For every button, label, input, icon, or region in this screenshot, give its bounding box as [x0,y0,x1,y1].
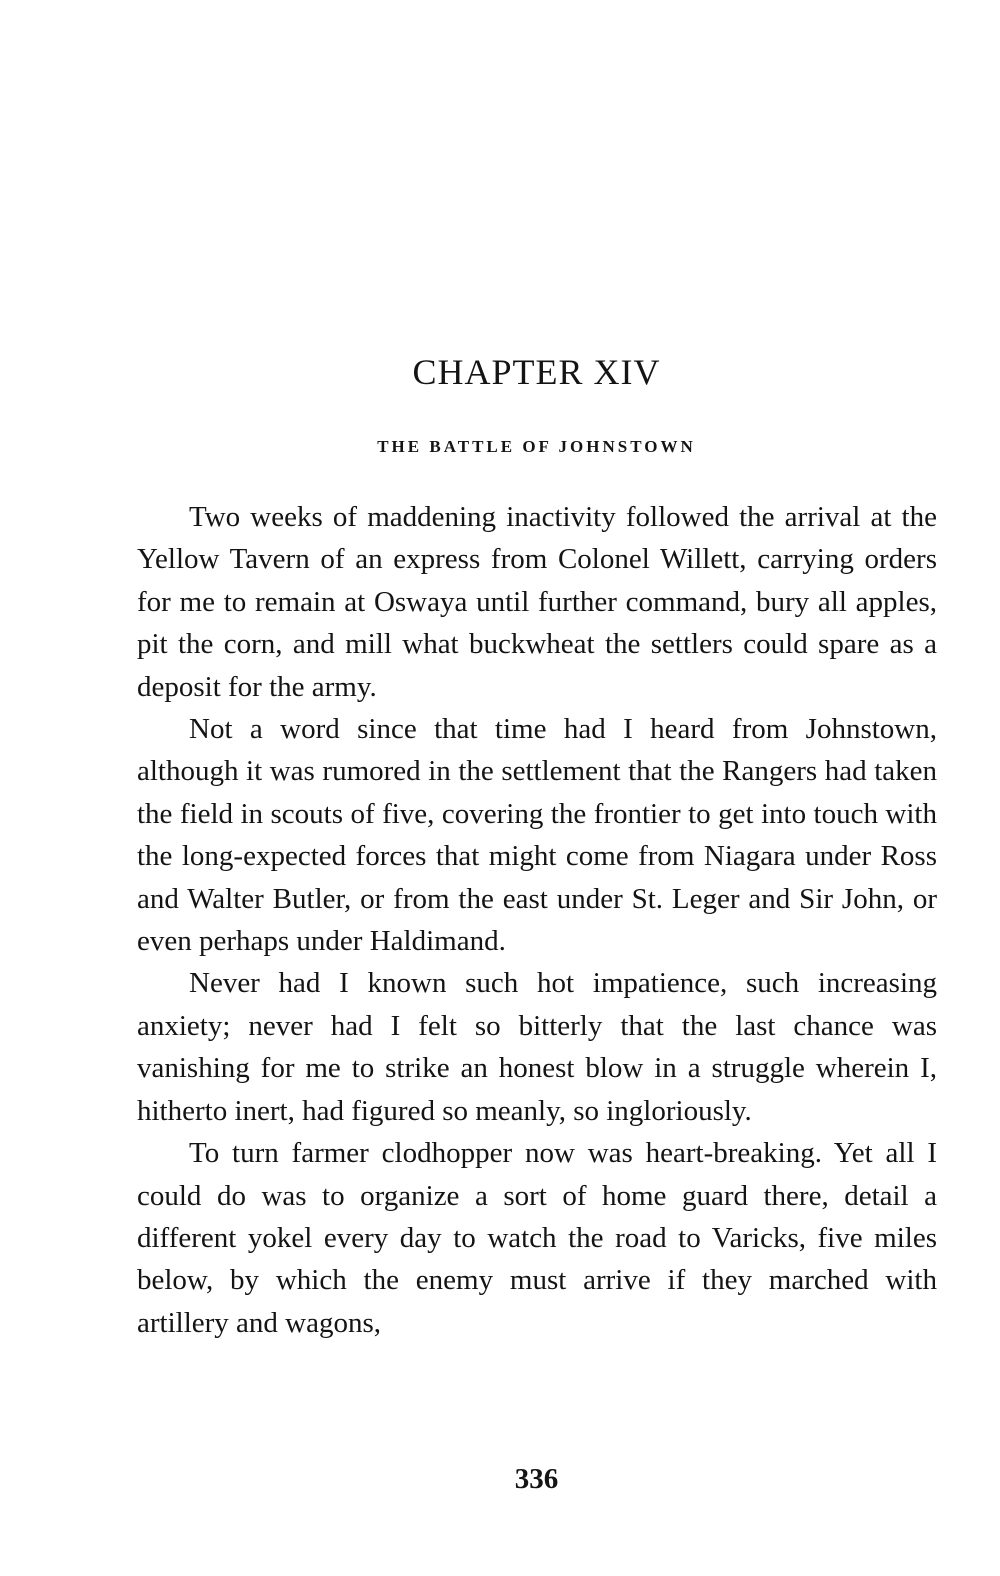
paragraph: Never had I known such hot impatience, such increasing anxiety; never had I felt so bitterly that the last chance was vanishing for me to strike an honest blow in a struggle wherein I, hitherto inert, had figured so meanly, so ingloriously. [137,967,937,1127]
paragraph: Two weeks of maddening inactivity followed the arrival at the Yellow Tavern of an express from Colonel Willett, carrying orders for me to remain at Oswaya until further command, bury all apples, pit the corn, and mill what buckwheat the settlers could spare as a deposit for the army. [137,501,937,703]
page-number: 336 [514,1463,559,1495]
paragraph: Not a word since that time had I heard from Johnstown, although it was rumored in the settlement that the Rangers had taken the field in scouts of five, covering the frontier to get into touch with the long-expected forces that might come from Niagara under Ross and Walter Butler, or from the east under St. Leger and Sir John, or even perhaps under Haldimand. [137,713,937,958]
chapter-subtitle: THE BATTLE OF JOHNSTOWN [377,437,696,456]
body-text [137,496,937,1344]
chapter-title: CHAPTER XIV [412,352,661,392]
paragraph: To turn farmer clodhopper now was heart-breaking. Yet all I could do was to organize a sort of home guard there, detail a different yokel every day to watch the road to Varicks, five miles below, by which the enemy must arrive if they marched with artillery and wagons, [137,1137,937,1339]
